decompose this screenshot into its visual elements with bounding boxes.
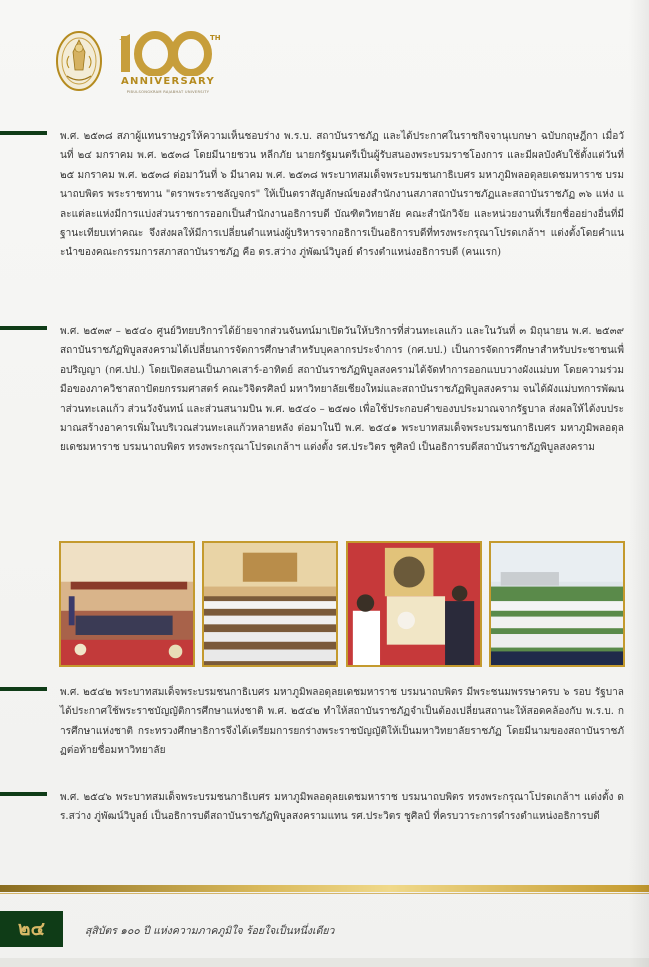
number-100-logo-icon: [113, 30, 223, 76]
footer-gold-rule-thin: [0, 893, 649, 894]
photo-field-assembly: [489, 541, 625, 667]
footer-gold-rule: [0, 885, 649, 892]
paragraph-4: พ.ศ. ๒๕๔๖ พระบาทสมเด็จพระบรมชนกาธิเบศร มหาภูมิพลอดุลยเดชมหาราช บรมนาถบพิตร ทรงพระกรุณาโปรดเกล้าฯ แต่งตั้ง ดร.สว่าง ภู่พัฒน์วิบูลย์ เป็นอธิการบดีสถาบันราชภัฏพิบูลสงครามแทน รศ.ประวิตร ชูศิลป์ ที่ครบวาระการดำรงตำแหน่งอธิการบดี: [60, 792, 624, 823]
footer-caption: สุสิบัตร ๑๐๐ ปี แห่งความภาคภูมิใจ ร้อยใจเป็นหนึ่งเดียว: [85, 925, 335, 937]
photo-auditorium-students: [202, 541, 338, 667]
paragraph-1: พ.ศ. ๒๕๓๘ สภาผู้แทนราษฎรให้ความเห็นชอบร่าง พ.ร.บ. สถาบันราชภัฏ และได้ประกาศในราชกิจจานุเบกษา ฉบับกฤษฎีกา เมื่อวันที่ ๒๔ มกราคม พ.ศ. ๒๕๓๘ โดยมีนายชวน หลีกภัย นายกรัฐมนตรีเป็นผู้รับสนองพระบรมราชโองการ และมีผลบังคับใช้ตั้งแต่วันที่ ๒๕ มกราคม พ.ศ. ๒๕๓๘ ต่อมาวันที่ ๖ มีนาคม พ.ศ. ๒๕๓๘ พระบาทสมเด็จพระบรมชนกาธิเบศร มหาภูมิพลอดุลยเดชมหาราช บรมนาถบพิตร พระราชทาน "ตราพระราชลัญจกร" ให้เป็นตราสัญลักษณ์ของสำนักงานสภาสถาบันราชภัฏและสถาบันราชภัฏ ๓๖ แห่ง และแต่ละแห่งมีการแบ่งส่วนราชการออกเป็นสำนักงานอธิการบดี บัณฑิตวิทยาลัย คณะสำนักวิจัย และหน่วยงานที่เรียกชื่ออย่างอื่นที่มีฐานะเทียบเท่าคณะ จึงส่งผลให้มีการเปลี่ยนตำแหน่งผู้บริหารจากอธิการเป็นอธิการบดีที่ทรงพระกรุณาโปรดเกล้าฯ แต่งตั้งโดยคำแนะนำของคณะกรรมการสภาสถาบันราชภัฏ คือ ดร.สว่าง ภู่พัฒน์วิบูลย์ ดำรงตำแหน่งอธิการบดี (คนแรก): [60, 131, 624, 259]
photo-hall-ceremony: [59, 541, 195, 667]
page-number: ๒๔: [0, 911, 63, 947]
paragraph-marker: [0, 131, 47, 135]
paragraph-2: พ.ศ. ๒๕๓๙ – ๒๕๔๐ ศูนย์วิทยบริการได้ย้ายจากส่วนจันทน์มาเปิดวันให้บริการที่ส่วนทะเลแก้ว และในวันที่ ๓ มิถุนายน พ.ศ. ๒๕๓๙ สถาบันราชภัฏพิบูลสงครามได้เปลี่ยนการจัดการศึกษาสำหรับบุคลากรประจำการ (กศ.บป.) เป็นการจัดการศึกษาสำหรับประชาชนเพื่อปริญญา (กศ.ปป.) โดยเปิดสอนเป็นภาคเสาร์-อาทิตย์ สถาบันราชภัฏพิบูลสงครามได้จัดทำการออกแบบวางผังแม่บท โดยความร่วมมือของภาควิชาสถาปัตยกรรมศาสตร์ คณะวิจิตรศิลป์ มหาวิทยาลัยเชียงใหม่และสถาบันราชภัฏพิบูลสงคราม จนได้ผังแม่บทการพัฒนาส่วนทะเลแก้ว ส่วนวังจันทน์ และส่วนสนามบิน พ.ศ. ๒๕๔๐ – ๒๕๗๐ เพื่อใช้ประกอบคำของบประมาณจากรัฐบาล ส่งผลให้ได้งบประมาณสร้างอาคารเพิ่มในบริเวณส่วนทะเลแก้วหลายหลัง ต่อมาในปี พ.ศ. ๒๕๔๑ พระบาทสมเด็จพระบรมชนกาธิเบศร มหาภูมิพลอดุลยเดชมหาราช บรมนาถบพิตร ทรงพระกรุณาโปรดเกล้าฯ แต่งตั้ง รศ.ประวิตร ชูศิลป์ เป็นอธิการบดีสถาบันราชภัฏพิบูลสงคราม: [60, 326, 624, 454]
anniversary-word: ANNIVERSARY: [120, 76, 216, 87]
paragraph-marker: [0, 687, 47, 691]
anniversary-logo: [113, 30, 223, 100]
photo-royal-portrait-ceremony: [346, 541, 482, 667]
paragraph-3: พ.ศ. ๒๕๔๒ พระบาทสมเด็จพระบรมชนกาธิเบศร มหาภูมิพลอดุลยเดชมหาราช บรมนาถบพิตร มีพระชนมพรรษาครบ ๖ รอบ รัฐบาลได้ประกาศใช้พระราชบัญญัติการศึกษาแห่งชาติ พ.ศ. ๒๕๔๒ ทำให้สถาบันราชภัฏจำเป็นต้องเปลี่ยนสถานะให้สอดคล้องกับ พ.ร.บ. การศึกษาแห่งชาติ กระทรวงศึกษาธิการจึงได้เตรียมการยกร่างพระราชบัญญัติให้เป็นมหาวิทยาลัยราชภัฏ โดยมีนามของสถาบันราชภัฏต่อท้ายชื่อมหาวิทยาลัย: [60, 687, 624, 757]
photo-strip: [59, 541, 625, 669]
paragraph-marker: [0, 792, 47, 796]
svg-text:TH: TH: [210, 34, 221, 42]
header-logos: [55, 28, 225, 100]
university-seal-icon: [55, 30, 103, 92]
paragraph-marker: [0, 326, 47, 330]
bottom-strip: [0, 958, 649, 967]
anniversary-subtitle: PIBULSONGKRAM RAJABHAT UNIVERSITY: [126, 90, 210, 94]
